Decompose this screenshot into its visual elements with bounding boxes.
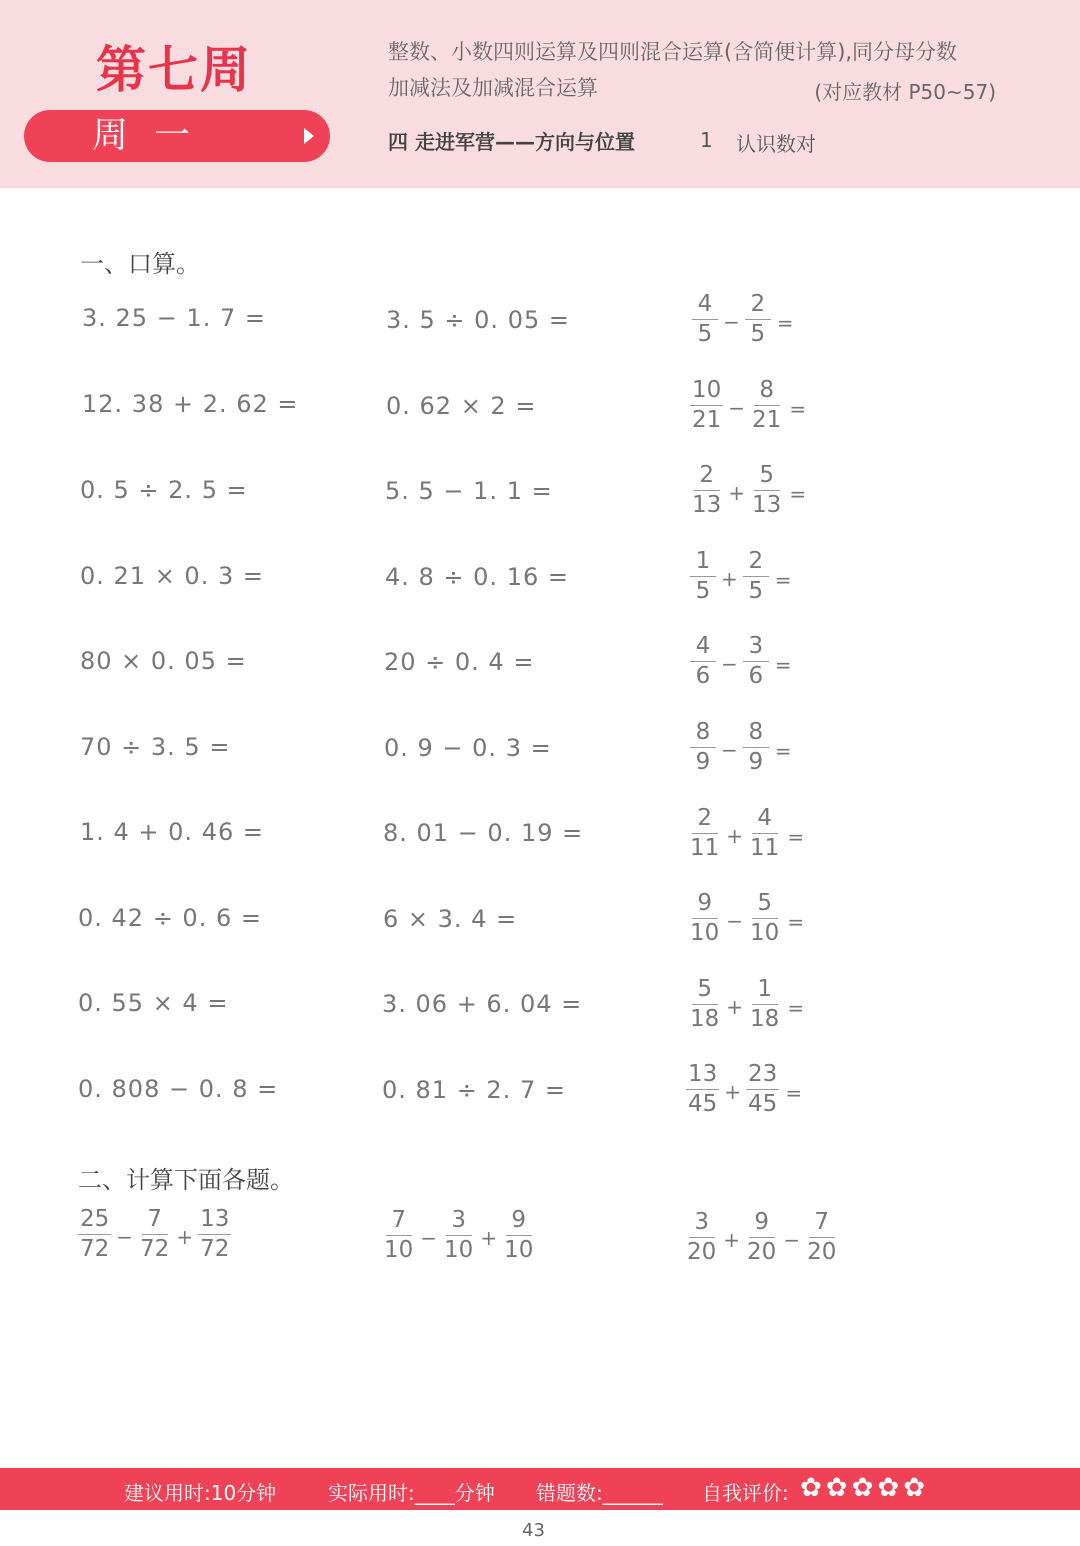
operator: − xyxy=(721,651,738,676)
operator: − xyxy=(728,395,746,420)
numerator: 4 xyxy=(692,290,718,320)
lesson-title: 四 走进军营——方向与位置 xyxy=(388,130,635,154)
problem-c2-6: 0. 9 − 0. 3 = xyxy=(384,734,552,762)
equals-sign: = xyxy=(774,738,792,763)
denominator: 5 xyxy=(748,578,764,604)
fraction xyxy=(688,376,725,435)
numerator: 4 xyxy=(690,632,716,662)
problem-c2-7: 8. 01 − 0. 19 = xyxy=(383,819,584,847)
fraction xyxy=(683,1208,720,1267)
equals-sign: = xyxy=(787,995,805,1020)
denominator: 21 xyxy=(752,407,782,433)
numerator: 9 xyxy=(749,1208,775,1238)
problem-c1-1: 3. 25 − 1. 7 = xyxy=(82,304,266,332)
equals-sign: = xyxy=(787,824,805,849)
fraction xyxy=(688,547,718,606)
numerator: 8 xyxy=(690,718,716,748)
operator: + xyxy=(726,994,744,1019)
operator: + xyxy=(724,1079,742,1104)
fraction xyxy=(688,461,725,520)
fraction xyxy=(746,804,783,863)
numerator: 5 xyxy=(692,975,718,1005)
page-header xyxy=(0,0,1080,188)
fraction xyxy=(500,1206,537,1265)
calc-problem-3 xyxy=(683,1208,840,1267)
numerator: 10 xyxy=(690,376,723,406)
fraction-problem-1 xyxy=(690,290,794,349)
day-label: 周一 xyxy=(91,115,216,156)
fraction xyxy=(741,718,771,777)
operator: + xyxy=(726,823,744,848)
equals-sign: = xyxy=(776,310,794,335)
problem-c2-1: 3. 5 ÷ 0. 05 = xyxy=(386,306,570,334)
error-count-field: 错题数:______ xyxy=(536,1481,663,1505)
operator: − xyxy=(783,1227,801,1252)
denominator: 72 xyxy=(200,1236,230,1262)
fraction-problem-4 xyxy=(688,547,792,606)
fraction xyxy=(746,889,783,948)
denominator: 9 xyxy=(695,749,711,775)
flower-star-icon: ✿ xyxy=(877,1473,900,1503)
fraction xyxy=(741,547,771,606)
problem-c2-4: 4. 8 ÷ 0. 16 = xyxy=(385,563,569,591)
operator: + xyxy=(721,566,738,591)
lesson-name: 认识数对 xyxy=(736,132,816,156)
fraction xyxy=(688,632,718,691)
problem-c2-10: 0. 81 ÷ 2. 7 = xyxy=(382,1076,566,1104)
problem-c2-3: 5. 5 − 1. 1 = xyxy=(385,477,553,505)
operator: − xyxy=(420,1225,438,1250)
numerator: 7 xyxy=(142,1205,168,1235)
fraction xyxy=(136,1205,173,1264)
operator: − xyxy=(723,309,740,334)
fraction xyxy=(746,975,783,1034)
denominator: 11 xyxy=(690,835,720,861)
fraction-problem-3 xyxy=(688,461,806,520)
numerator: 13 xyxy=(686,1060,719,1090)
denominator: 10 xyxy=(750,920,780,946)
day-pill xyxy=(24,110,330,162)
numerator: 2 xyxy=(694,461,720,491)
denominator: 13 xyxy=(692,492,722,518)
equals-sign: = xyxy=(785,1080,803,1105)
denominator: 45 xyxy=(688,1091,718,1117)
problem-c2-9: 3. 06 + 6. 04 = xyxy=(382,990,583,1018)
page-number: 43 xyxy=(522,1520,545,1541)
fraction xyxy=(741,632,771,691)
fraction-problem-6 xyxy=(688,718,792,777)
denominator: 9 xyxy=(748,749,764,775)
topic-line-1: 整数、小数四则运算及四则混合运算(含简便计算),同分母分数 xyxy=(388,40,958,64)
operator: − xyxy=(116,1224,134,1249)
problem-c1-5: 80 × 0. 05 = xyxy=(80,647,247,675)
numerator: 2 xyxy=(743,547,769,577)
denominator: 5 xyxy=(697,321,713,347)
numerator: 5 xyxy=(752,889,778,919)
denominator: 10 xyxy=(504,1237,534,1263)
week-title: 第七周 xyxy=(96,41,252,99)
denominator: 18 xyxy=(690,1006,720,1032)
problem-c1-9: 0. 55 × 4 = xyxy=(78,989,229,1017)
flower-star-icon: ✿ xyxy=(851,1473,874,1503)
section-title-mental-math: 一、口算。 xyxy=(80,250,200,278)
numerator: 9 xyxy=(692,889,718,919)
operator: − xyxy=(721,737,738,762)
fraction xyxy=(690,290,720,349)
fraction-problem-5 xyxy=(688,632,792,691)
denominator: 45 xyxy=(748,1091,778,1117)
fraction xyxy=(686,804,723,863)
problem-c1-8: 0. 42 ÷ 0. 6 = xyxy=(78,904,262,932)
numerator: 1 xyxy=(690,547,716,577)
fraction xyxy=(196,1205,233,1264)
denominator: 20 xyxy=(807,1239,837,1265)
numerator: 5 xyxy=(754,461,780,491)
numerator: 9 xyxy=(506,1206,532,1236)
denominator: 5 xyxy=(750,321,766,347)
problem-c2-8: 6 × 3. 4 = xyxy=(383,905,518,933)
section-title-calculate: 二、计算下面各题。 xyxy=(78,1166,294,1194)
numerator: 4 xyxy=(752,804,778,834)
fraction-problem-9 xyxy=(686,975,804,1034)
numerator: 3 xyxy=(689,1208,715,1238)
arrow-right-icon xyxy=(304,128,314,144)
equals-sign: = xyxy=(774,652,792,677)
fraction-problem-7 xyxy=(686,804,804,863)
problem-c2-2: 0. 62 × 2 = xyxy=(386,392,537,420)
fraction-problem-2 xyxy=(688,376,806,435)
equals-sign: = xyxy=(774,567,792,592)
problem-c1-2: 12. 38 + 2. 62 = xyxy=(82,390,299,418)
numerator: 3 xyxy=(743,632,769,662)
problem-c1-3: 0. 5 ÷ 2. 5 = xyxy=(80,476,248,504)
denominator: 21 xyxy=(692,407,722,433)
operator: + xyxy=(723,1227,741,1252)
fraction xyxy=(744,1060,781,1119)
fraction xyxy=(380,1206,417,1265)
rating-stars xyxy=(800,1474,925,1502)
fraction xyxy=(748,376,785,435)
numerator: 25 xyxy=(78,1205,111,1235)
self-evaluation-label: 自我评价: xyxy=(702,1481,789,1505)
flower-star-icon: ✿ xyxy=(903,1473,925,1503)
denominator: 6 xyxy=(748,663,764,689)
denominator: 72 xyxy=(80,1236,110,1262)
numerator: 7 xyxy=(386,1206,412,1236)
numerator: 1 xyxy=(752,975,778,1005)
denominator: 11 xyxy=(750,835,780,861)
denominator: 20 xyxy=(747,1239,777,1265)
denominator: 10 xyxy=(384,1237,414,1263)
operator: + xyxy=(728,480,746,505)
fraction-problem-8 xyxy=(686,889,804,948)
fraction xyxy=(803,1208,840,1267)
problem-c1-4: 0. 21 × 0. 3 = xyxy=(80,562,264,590)
topic-line-2: 加减法及加减混合运算 xyxy=(388,76,598,100)
fraction xyxy=(684,1060,721,1119)
problem-c2-5: 20 ÷ 0. 4 = xyxy=(384,648,535,676)
operator: + xyxy=(176,1224,194,1249)
fraction xyxy=(76,1205,113,1264)
numerator: 7 xyxy=(809,1208,835,1238)
denominator: 13 xyxy=(752,492,782,518)
numerator: 3 xyxy=(446,1206,472,1236)
numerator: 8 xyxy=(754,376,780,406)
suggested-time: 建议用时:10分钟 xyxy=(124,1481,277,1505)
fraction xyxy=(686,975,723,1034)
fraction xyxy=(688,718,718,777)
denominator: 6 xyxy=(695,663,711,689)
flower-star-icon: ✿ xyxy=(800,1473,822,1503)
flower-star-icon: ✿ xyxy=(825,1473,848,1503)
numerator: 23 xyxy=(746,1060,779,1090)
denominator: 20 xyxy=(687,1239,717,1265)
denominator: 10 xyxy=(690,920,720,946)
numerator: 2 xyxy=(692,804,718,834)
denominator: 5 xyxy=(695,578,711,604)
denominator: 18 xyxy=(750,1006,780,1032)
operator: + xyxy=(480,1225,498,1250)
fraction xyxy=(440,1206,477,1265)
operator: − xyxy=(726,908,744,933)
equals-sign: = xyxy=(789,396,807,421)
equals-sign: = xyxy=(787,909,805,934)
calc-problem-1 xyxy=(76,1205,233,1264)
fraction xyxy=(748,461,785,520)
denominator: 72 xyxy=(140,1236,170,1262)
actual-time-field: 实际用时:____分钟 xyxy=(328,1481,495,1505)
denominator: 10 xyxy=(444,1237,474,1263)
fraction xyxy=(743,290,773,349)
fraction-problem-10 xyxy=(684,1060,802,1119)
problem-c1-6: 70 ÷ 3. 5 = xyxy=(80,733,231,761)
numerator: 13 xyxy=(198,1205,231,1235)
textbook-reference: (对应教材 P50~57) xyxy=(814,80,996,104)
problem-c1-7: 1. 4 + 0. 46 = xyxy=(80,818,264,846)
numerator: 8 xyxy=(743,718,769,748)
lesson-item-number: 1 xyxy=(700,128,713,152)
fraction xyxy=(743,1208,780,1267)
fraction xyxy=(686,889,723,948)
footer-bar xyxy=(0,1468,1080,1510)
problem-c1-10: 0. 808 − 0. 8 = xyxy=(78,1075,279,1103)
numerator: 2 xyxy=(745,290,771,320)
calc-problem-2 xyxy=(380,1206,537,1265)
equals-sign: = xyxy=(789,481,807,506)
